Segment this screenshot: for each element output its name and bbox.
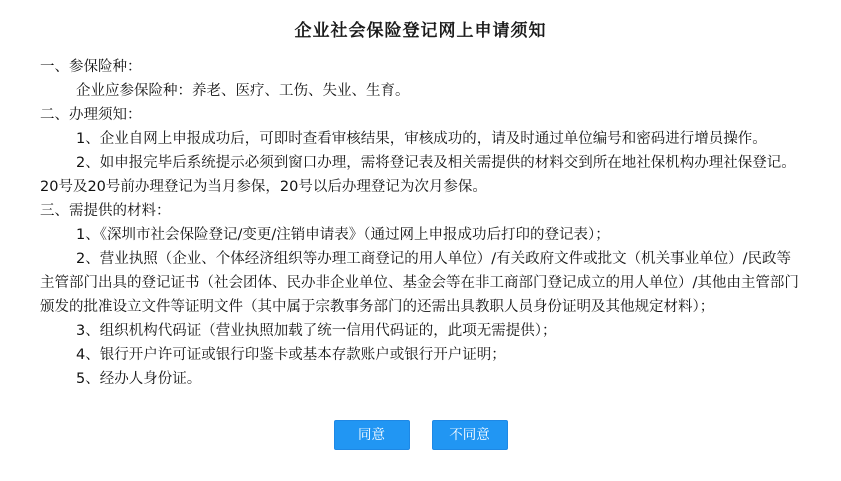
notice-section-2 [40, 103, 801, 199]
section-line: 4、银行开户许可证或银行印鉴卡或基本存款账户或银行开户证明； [76, 347, 506, 363]
section-line: 3、组织机构代码证（营业执照加载了统一信用代码证的，此项无需提供）； [76, 323, 557, 339]
agree-button[interactable]: 同意 [334, 420, 410, 450]
section-line: 2、如申报完毕后系统提示必须到窗口办理，需将登记表及相关需提供的材料交到所在地社保机构办理社保登记。 [76, 155, 796, 171]
section-line: 2、营业执照（企业、个体经济组织等办理工商登记的用人单位）/有关政府文件或批文（机关事业单位）/民政等主管部门出具的登记证书（社会团体、民办非企业单位、基金会等在非工商部门登记成立的用人单位）/其他由主管部门颁发的批准设立文件等证明文件（其中属于宗教事务部门的还需出具教职人员身份证明及其他规定材料）； [40, 251, 799, 315]
section-heading: 二、办理须知： [40, 107, 142, 123]
section-line: 企业应参保险种：养老、医疗、工伤、失业、生育。 [76, 83, 410, 99]
notice-body [0, 45, 841, 391]
section-heading: 一、参保险种： [40, 59, 142, 75]
action-buttons [0, 420, 841, 450]
notice-section-3 [40, 199, 801, 391]
section-line: 20号及20号前办理登记为当月参保，20号以后办理登记为次月参保。 [40, 179, 487, 195]
page-title: 企业社会保险登记网上申请须知 [294, 21, 547, 41]
section-line: 5、经办人身份证。 [76, 371, 202, 387]
disagree-button[interactable]: 不同意 [432, 420, 508, 450]
notice-section-1 [40, 55, 801, 103]
section-line: 1、《深圳市社会保险登记/变更/注销申请表》（通过网上申报成功后打印的登记表）； [76, 227, 610, 243]
section-heading: 三、需提供的材料： [40, 203, 171, 219]
section-line: 1、企业自网上申报成功后，可即时查看审核结果，审核成功的，请及时通过单位编号和密码进行增员操作。 [76, 131, 767, 147]
